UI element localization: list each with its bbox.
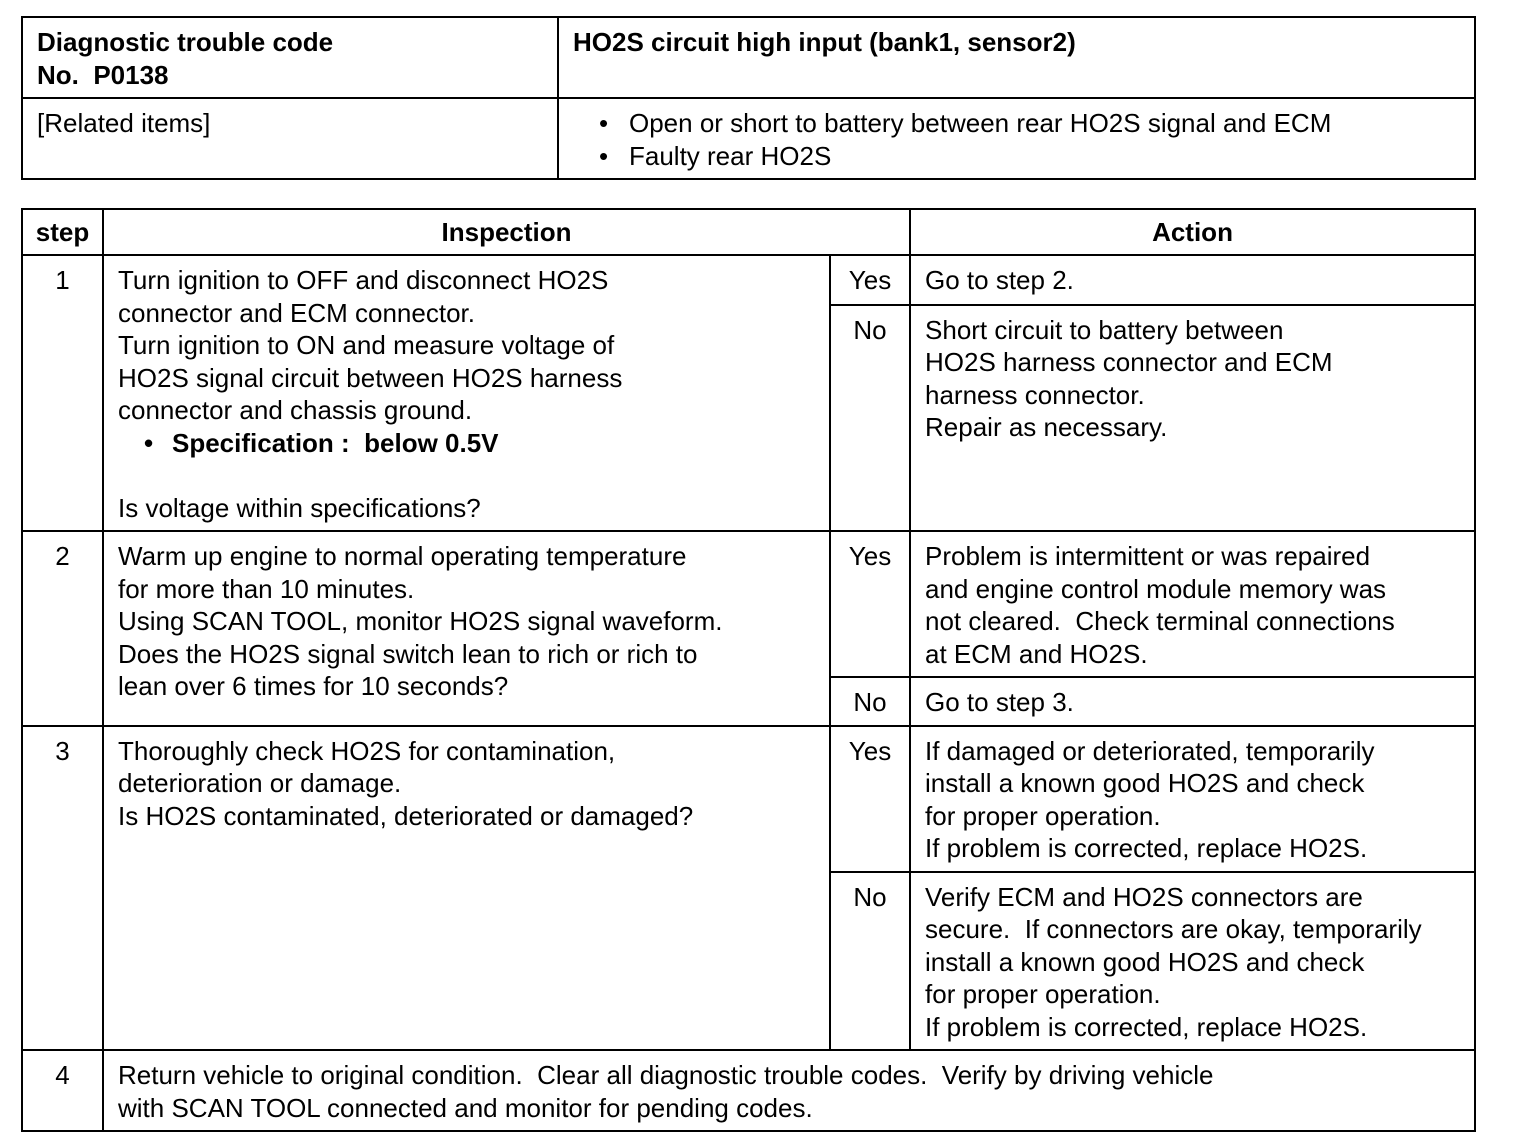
step-inspection [103,531,830,726]
dtc-header-table [21,16,1476,180]
dtc-number: No. P0138 [37,59,169,90]
action-column-header: Action [910,209,1475,255]
inspection-line: connector and ECM connector. [118,297,475,328]
yes-label: Yes [830,531,910,677]
related-items-list [573,107,1460,172]
step-number: 4 [22,1050,103,1131]
inspection-line: Is HO2S contaminated, deteriorated or damaged? [118,800,694,831]
yes-action [910,726,1475,872]
table-row [22,255,1475,305]
action-line: Problem is intermittent or was repaired [925,541,1371,571]
action-line: install a known good HO2S and check [925,768,1365,798]
bullet-icon: • [144,427,154,458]
inspection-line: Thoroughly check HO2S for contamination, [118,735,616,766]
action-line: at ECM and HO2S. [925,638,1148,669]
inspection-line: Warm up engine to normal operating temperature [118,541,687,571]
action-line: Repair as necessary. [925,412,1168,443]
action-line: Go to step 3. [925,687,1074,717]
no-action [910,677,1475,726]
action-line: If problem is corrected, replace HO2S. [925,1011,1368,1042]
no-action [910,305,1475,531]
table-row [22,726,1475,872]
dtc-title-cell [558,17,1475,98]
inspection-column-header: Inspection [103,209,910,255]
dtc-label: Diagnostic trouble code [37,27,334,57]
action-line: Go to step 2. [925,265,1074,295]
inspection-line: HO2S signal circuit between HO2S harness [118,362,623,393]
table-row [22,531,1475,677]
step-inspection [103,726,830,1051]
action-line: HO2S harness connector and ECM [925,347,1333,378]
no-label: No [830,677,910,726]
inspection-line: lean over 6 times for 10 seconds? [118,671,509,701]
procedure-table [21,208,1476,1132]
step-inspection [103,255,830,531]
action-line: for proper operation. [925,800,1161,831]
inspection-line: deterioration or damage. [118,768,402,798]
no-action [910,872,1475,1051]
related-item: • Open or short to battery between rear HO2S signal and ECM [599,107,1460,140]
step-number: 2 [22,531,103,726]
action-line: harness connector. [925,379,1145,410]
specification [118,427,819,460]
related-items-label: [Related items] [37,108,211,138]
action-line: If damaged or deteriorated, temporarily [925,735,1375,766]
inspection-line: for more than 10 minutes. [118,573,415,604]
table-row [22,1050,1475,1131]
procedure-header-row [22,209,1475,255]
related-label-cell [22,98,558,179]
inspection-line: Turn ignition to OFF and disconnect HO2S [118,265,609,295]
no-label: No [830,305,910,531]
action-line: Verify ECM and HO2S connectors are [925,881,1363,912]
action-line: Short circuit to battery between [925,314,1284,345]
inspection-line: connector and chassis ground. [118,395,473,425]
action-line: install a known good HO2S and check [925,946,1365,977]
step-column-header: step [22,209,103,255]
yes-action [910,255,1475,305]
inspection-question: Is voltage within specifications? [118,492,481,523]
yes-label: Yes [830,726,910,872]
step-number: 3 [22,726,103,1051]
no-label: No [830,872,910,1051]
step-number: 1 [22,255,103,531]
step-inspection [103,1050,1475,1131]
action-line: If problem is corrected, replace HO2S. [925,833,1368,863]
dtc-code-cell [22,17,558,98]
yes-label: Yes [830,255,910,305]
action-line: for proper operation. [925,979,1161,1009]
inspection-line: with SCAN TOOL connected and monitor for pending codes. [118,1092,813,1123]
action-line: and engine control module memory was [925,573,1387,604]
specification-text: Specification : below 0.5V [172,427,499,458]
yes-action [910,531,1475,677]
related-items-cell [558,98,1475,179]
dtc-title: HO2S circuit high input (bank1, sensor2) [573,27,1076,57]
action-line: not cleared. Check terminal connections [925,606,1395,636]
related-item: • Faulty rear HO2S [599,140,1460,173]
inspection-line: Turn ignition to ON and measure voltage of [118,330,615,360]
action-line: secure. If connectors are okay, temporarily [925,914,1422,944]
inspection-line: Using SCAN TOOL, monitor HO2S signal waveform. [118,606,723,636]
inspection-line: Does the HO2S signal switch lean to rich or rich to [118,638,698,669]
inspection-line: Return vehicle to original condition. Clear all diagnostic trouble codes. Verify by driving vehicle [118,1060,1214,1090]
